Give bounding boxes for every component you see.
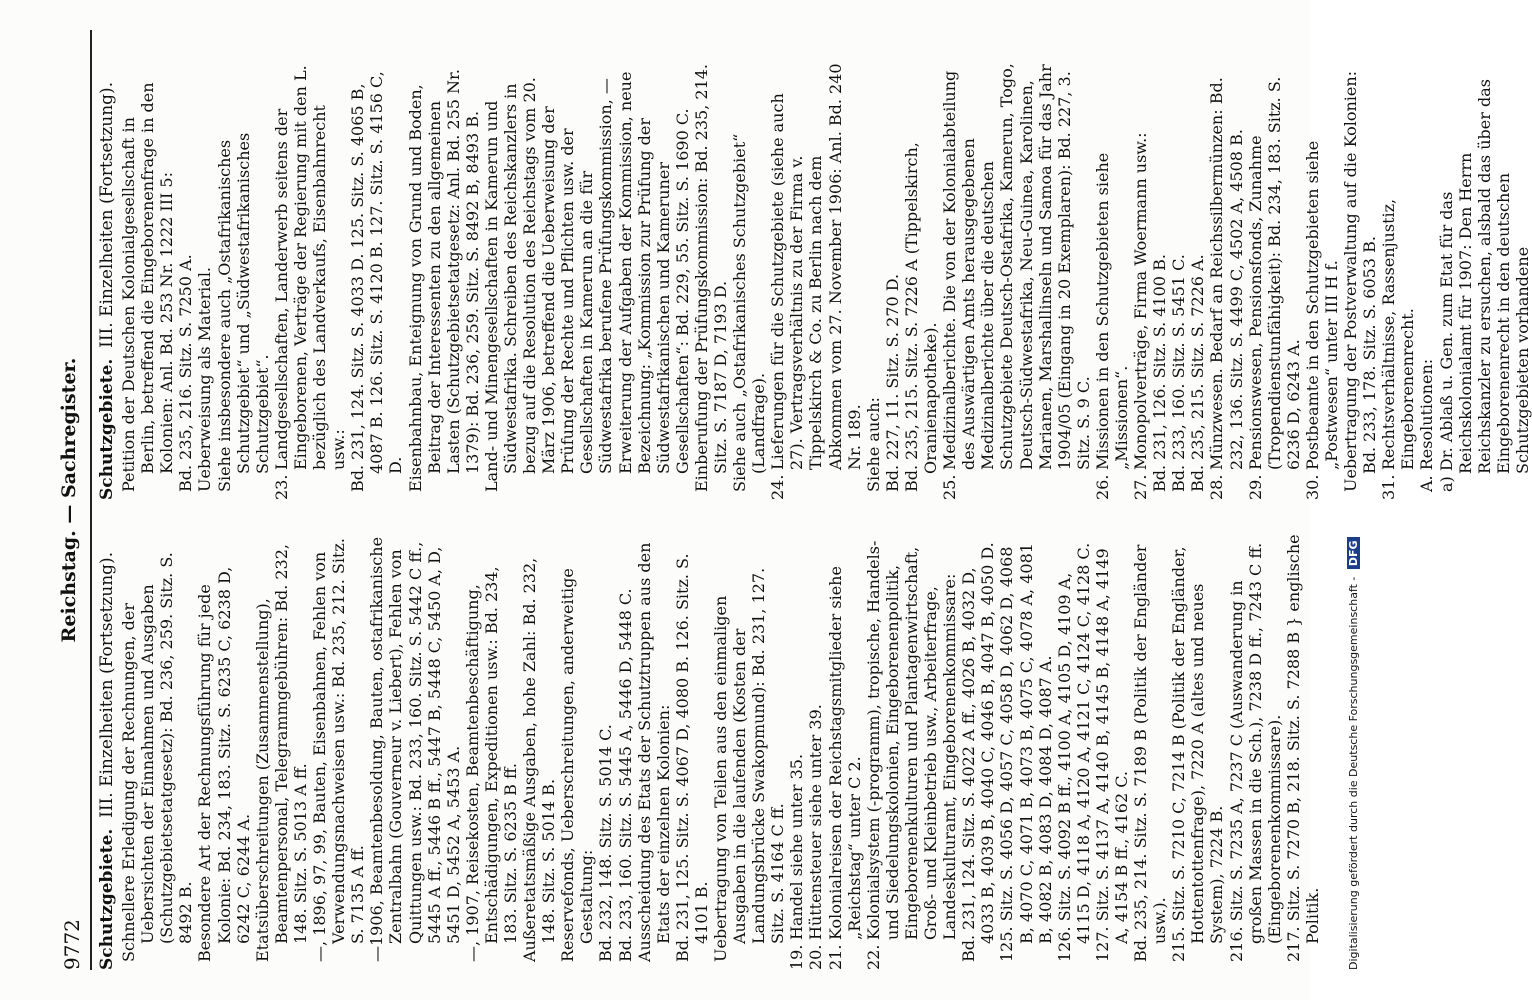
entry-text: A. Resolutionen: (1417, 358, 1437, 492)
index-entry (367, 532, 462, 970)
entry-text: Siehe insbesondere auch „Ostafrikanisches Schutzgebiet“ und „Südwestafrikanisches Schutzgebiet“. (214, 132, 272, 492)
index-entry (463, 532, 520, 970)
entry-number: 28. (1207, 474, 1227, 500)
entry-text: Monopolverträge, Firma Woermann usw.: (1131, 132, 1151, 470)
index-entry (806, 532, 825, 970)
index-entry (883, 62, 902, 500)
entry-text: 215. Sitz. S. 7210 C, 7214 B (Politik der Engländer, Hottentottenfrage), 7220 A (altes und neues System), 7224 B. (1169, 546, 1227, 962)
entry-text: Uebertragung der Postverwaltung auf die Kolonien: Bd. 233, 178. Sitz. S. 6053 B. (1341, 70, 1380, 492)
index-entry (1246, 62, 1303, 500)
entry-text: Kolonialreisen der Reichstagsmitglieder siehe „Reichstag“ unter C 2. (825, 566, 864, 940)
entry-number: 23. (271, 474, 291, 500)
index-entry (1417, 62, 1436, 500)
entry-text: Hüttensteuer siehe unter 39. (806, 704, 826, 940)
entry-text: Missionen in den Schutzgebieten siehe „Missionen“. (1092, 152, 1131, 470)
entry-text: Bd. 235, 214. Sitz. S. 7189 B (Politik der Engländer usw.). (1131, 544, 1170, 962)
entry-text: Bd. 231, 125. Sitz. S. 4067 D, 4080 B. 126. Sitz. S. 4101 B. (672, 553, 711, 962)
entry-text: Uebertragung von Teilen aus den einmaligen Ausgaben in die laufenden (Kosten der Landungsbrücke Swakopmund): Bd. 231, 127. Sitz. S. 4164 C ff. (711, 567, 788, 962)
index-entry (997, 532, 1054, 970)
entry-text: 127. Sitz. S. 4137 A, 4140 B, 4145 B, 4148 A, 4149 A, 4154 B ff., 4162 C. (1092, 548, 1131, 962)
entry-text: Land- und Minengesellschaften in Kamerun und Südwestafrika. Schreiben des Reichskanzlers in bezug auf die Resolution des Reichstags vom 20. März 1906, betreffend die Ueberweisung der Prüfung der Rechte und Pflichten usw. der Gesellschaften in Kamerun an die für Südwestafrika berufene Prüfungskommission, — Erweiterung der Aufgaben der Kommission, neue Bezeichnung: „Kommission zur Prüfung der Südwestafrikanischen und Kameruner Gesellschaften“: Bd. 229, 55. Sitz. S. 1690 C. (481, 71, 692, 492)
entry-number: 21. (825, 944, 845, 970)
right-column-heading (98, 62, 117, 500)
left-column (98, 532, 1322, 970)
entry-text: Besondere Art der Rechnungsführung für jede Kolonie: Bd. 234, 183. Sitz. S. 6235 C, 6238 D, 6242 C, 6244 A. (195, 566, 253, 962)
entry-number: 30. (1302, 474, 1322, 500)
index-entry (1284, 532, 1322, 970)
funding-credit (1347, 20, 1367, 970)
index-entry (195, 532, 252, 970)
entry-text: Bd. 231, 124. Sitz. S. 4033 D. 125. Sitz. S. 4065 B, 4087 B. 126. Sitz. S. 4120 B. 127. Sitz. S. 4156 C, D. (348, 71, 406, 492)
entry-number: 26. (1092, 474, 1112, 500)
entry-text: Kolonialsystem (-programm), tropische, Handels- und Siedelungskolonien, Eingeborenenpolitik, Eingeborenenkulturen und Plantagenwirtschaft, Groß- und Kleinbetrieb usw., Arbeiterfrage, Landeskulturamt, Eingeborenenkommissare: (863, 540, 960, 940)
index-entry (1188, 62, 1207, 500)
entry-text: Bd. 235, 216. Sitz. S. 7250 A. (176, 254, 196, 492)
index-entry (1207, 62, 1245, 500)
right-subheading: III. Einzelheiten (Fortsetzung). (97, 81, 117, 348)
index-entry (692, 62, 730, 500)
left-column-heading (98, 532, 117, 970)
index-entry (959, 532, 997, 970)
entry-text: Bd. 233, 160. Sitz. S. 5451 C. (1169, 254, 1189, 492)
index-entry (1437, 62, 1532, 500)
left-entry-list (119, 532, 1322, 970)
index-entry (635, 532, 673, 970)
left-section-label: Schutzgebiete. (97, 828, 117, 970)
index-entry (1169, 532, 1226, 970)
entry-text: Reservefonds, Ueberschreitungen, anderweitige Gestaltung: (558, 568, 597, 962)
entry-text: Ausscheidung des Etats der Schutztruppen aus den Etats der einzelnen Kolonien: (634, 542, 673, 962)
entry-text: Bd. 227, 11. Sitz. S. 270 D. (882, 273, 902, 492)
index-entry (864, 532, 959, 970)
index-entry (616, 532, 635, 970)
header-rule (90, 30, 92, 970)
entry-text: a) Dr. Ablaß u. Gen. zum Etat für das Reichskolonialamt für 1907: Den Herrn Reichskanzler zu ersuchen, alsbald das über das Eingeborenenrecht in den deutschen Schutzgebieten vorhandene (1436, 79, 1532, 492)
entry-text: 216. Sitz. S. 7235 A, 7237 C (Auswanderung in großen Massen in die Sch.), 7238 D ff., 7243 C ff. (Eingeborenenkommissare). (1226, 542, 1284, 962)
entry-text: Bd. 231, 126. Sitz. S. 4100 B. (1150, 254, 1170, 492)
index-entry (253, 532, 310, 970)
entry-text: Schnellere Erledigung der Rechnungen, der Uebersichten der Einnahmen und Ausgaben (Schutzgebietsetatgesetz): Bd. 236, 259. Sitz. S. 8492 B. (119, 552, 196, 962)
index-entry (119, 532, 195, 970)
index-entry (406, 62, 482, 500)
entry-number: 24. (768, 474, 788, 500)
entry-text: Petition der Deutschen Kolonialgesellschaft in Berlin, betreffend die Eingeborenenfrage in den Kolonien: Anl. Bd. 253 Nr. 1222 III 5: (119, 82, 177, 492)
index-entry (1150, 62, 1169, 500)
index-entry (558, 532, 596, 970)
entry-text: Postbeamte in den Schutzgebieten siehe „Postwesen“ unter III H f. (1302, 140, 1341, 470)
entry-text: Bd. 231, 124. Sitz. S. 4022 A ff., 4026 B, 4032 D, 4033 B, 4039 B, 4040 C, 4046 B, 4047 B, 4050 D. (959, 542, 998, 962)
index-entry (215, 62, 272, 500)
index-entry (1131, 532, 1169, 970)
index-entry (1169, 62, 1188, 500)
index-entry (768, 62, 863, 500)
entry-text: Pensionswesen, Pensionsfonds, Zunahme (Tropendienstunfähigkeit): Bd. 234, 183. Sitz. S. 6236 D, 6243 A. (1245, 76, 1303, 470)
entry-text: Bd. 235, 215. Sitz. S. 7226 A. (1188, 254, 1208, 492)
index-entry (826, 532, 864, 970)
entry-text: Eisenbahnbau, Enteignung von Grund und Boden, Beitrag der Interessenten zu den allgemeinen Lasten (Schutzgebietsetatgesetz: Anl. Bd. 255 Nr. 1379): Bd. 236, 259. Sitz. S. 8492 B, 8493 B. (405, 69, 482, 492)
entry-text: Siehe auch „Ostafrikanisches Schutzgebiet“ (Landfrage). (730, 133, 769, 492)
index-entry (730, 62, 768, 500)
index-entry (1379, 62, 1417, 500)
right-section-label: Schutzgebiete. (97, 358, 117, 500)
index-entry (864, 62, 883, 500)
index-entry (176, 62, 195, 500)
entry-text: 217. Sitz. S. 7270 B, 218. Sitz. S. 7288 B } englische Politik. (1283, 534, 1322, 962)
entry-text: Münzwesen. Bedarf an Reichssilbermünzen: Bd. 232, 136. Sitz. S. 4499 C, 4502 A, 4508 B. (1207, 77, 1246, 470)
entry-text: 125. Sitz. S. 4056 D, 4057 C, 4058 D, 4062 D, 4068 B, 4070 C, 4071 B, 4073 B, 4075 C, 4078 A, 4081 B, 4082 B, 4083 D, 4084 D, 4087 A. (997, 543, 1055, 962)
entry-number: 29. (1245, 474, 1265, 500)
left-subheading: III. Einzelheiten (Fortsetzung). (97, 551, 117, 818)
running-title: Reichstag. — Sachregister. (58, 357, 80, 643)
index-entry (1303, 62, 1341, 500)
index-entry (787, 532, 806, 970)
index-entry (596, 532, 615, 970)
index-entry (1227, 532, 1284, 970)
entry-number: 20. (806, 944, 826, 970)
index-entry (119, 62, 176, 500)
entry-text: Handel siehe unter 35. (787, 753, 807, 940)
entry-text: —1906, Beamtenbesoldung, Bauten, ostafrikanische Zentralbahn (Gouverneur v. Liebert), Fehlen von Quittungen usw.: Bd. 233, 160. Sitz. S. 5442 C ff., 5445 A ff., 5446 B ff., 5447 B, 5448 C, 5450 A, D, 5451 D, 5452 A, 5453 A. (367, 536, 463, 962)
index-entry (195, 62, 214, 500)
entry-text: 126. Sitz. S. 4092 B ff., 4100 A, 4105 D, 4109 A, 4115 D, 4118 A, 4120 A, 4121 C, 4124 C, 4128 C. (1054, 542, 1093, 962)
right-entry-list (119, 62, 1532, 500)
index-entry (1093, 62, 1131, 500)
entry-text: —, 1896, 97, 99, Bauten, Eisenbahnen, Fehlen von Verwendungsnachweisen usw.: Bd. 235, 212. Sitz. S. 7135 A ff. (310, 538, 368, 962)
entry-number: 19. (787, 944, 807, 970)
index-entry (348, 62, 405, 500)
entry-number: 22. (863, 944, 883, 970)
page-header (52, 30, 88, 970)
entry-number: 27. (1131, 474, 1151, 500)
entry-text: Etatsüberschreitungen (Zusammenstellung), Beamtenpersonal, Telegrammgebühren: Bd. 232, 148. Sitz. S. 5013 A ff. (252, 544, 310, 962)
entry-text: —, 1907, Reisekosten, Beamtenbeschäftigung, Entschädigungen, Expeditionen usw.: Bd. 234, 183. Sitz. S. 6235 B ff. (462, 566, 520, 962)
index-entry (482, 62, 692, 500)
entry-text: Bd. 232, 148. Sitz. S. 5014 C. (596, 724, 616, 962)
credit-text: Digitalisierung gefördert durch die Deutsche Forschungsgemeinschaft - (1347, 576, 1360, 970)
index-entry (1093, 532, 1131, 970)
entry-text: Bd. 233, 160. Sitz. S. 5445 A, 5446 D, 5448 C. (615, 588, 635, 962)
page-number: 9772 (60, 919, 84, 970)
entry-number: 25. (940, 474, 960, 500)
entry-text: Siehe auch: (863, 397, 883, 492)
entry-text: Bd. 235, 215. Sitz. S. 7226 A (Tippelskirch, Oranienapotheke). (901, 142, 941, 492)
entry-text: Medizinalberichte. Die von der Kolonialabteilung des Auswärtigen Amts herausgegebenen Medizinalberichte über die deutschen Schutzgebiete Deutsch-Ostafrika, Kamerun, Togo, Deutsch-Südwestafrika, Neu-Guinea, Karolinen, Marianen, Marshallinseln und Samoa für das Jahr 1904/05 (Eingang in 20 Exemplaren): Bd. 227, 3. Sitz. S. 9 C. (940, 63, 1093, 470)
index-entry (520, 532, 558, 970)
entry-text: Lieferungen für die Schutzgebiete (siehe auch 27). Vertragsverhältnis zu der Firma v. Tippelskirch & Co. zu Berlin nach dem Abkommen vom 27. November 1906: Anl. Bd. 240 Nr. 189. (768, 63, 864, 470)
entry-text: Ueberweisung als Material. (195, 266, 215, 492)
entry-text: Außeretatsmäßige Ausgaben, hohe Zahl: Bd. 232, 148. Sitz. S. 5014 B. (520, 557, 559, 962)
index-entry (1131, 62, 1150, 500)
index-entry (310, 532, 367, 970)
index-entry (940, 62, 1093, 500)
index-entry (902, 62, 940, 500)
entry-text: Einberufung der Prüfungskommission: Bd. 235, 214. Sitz. S. 7187 D, 7193 D. (691, 63, 730, 492)
entry-text: Rechtsverhältnisse, Rassenjustiz, Eingeborenenrecht. (1379, 198, 1418, 470)
index-entry (1055, 532, 1093, 970)
index-entry (711, 532, 787, 970)
entry-text: Landgesellschaften, Landerwerb seitens der Eingeborenen, Verträge der Regierung mit den L. bezüglich des Landverkaufs, Eisenbahnrecht usw.: (271, 65, 349, 470)
index-entry (673, 532, 711, 970)
dfg-logo: DFG (1347, 537, 1360, 569)
index-entry (272, 62, 348, 500)
right-column (98, 62, 1532, 500)
entry-number: 31. (1379, 474, 1399, 500)
